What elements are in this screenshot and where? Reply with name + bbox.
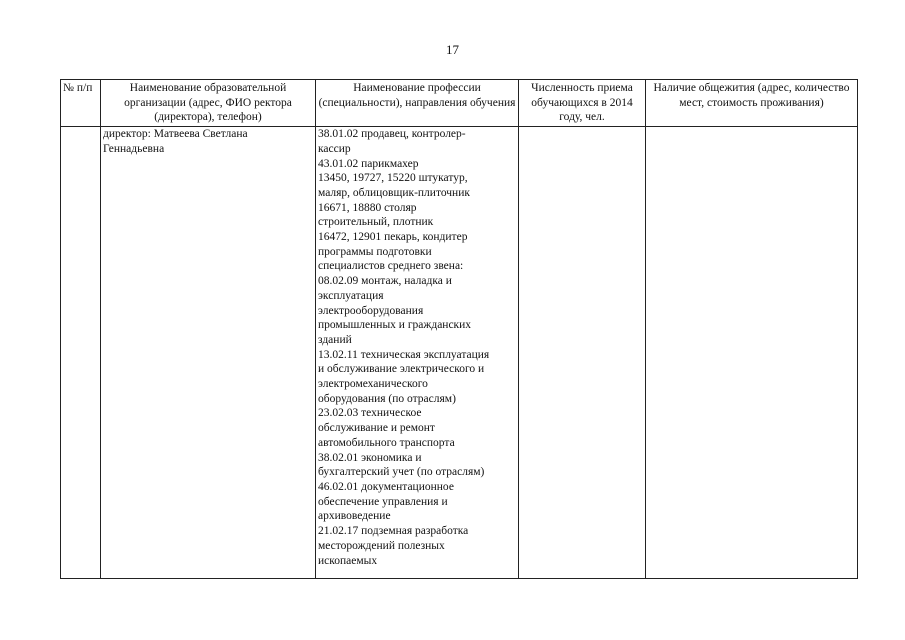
table-header-row [61,80,858,127]
profession-line: специалистов среднего звена: [318,260,464,273]
header-profession: Наименование профессии (специальности), направления обучения [316,80,519,127]
profession-line: и обслуживание электрического и [318,363,485,376]
profession-line: 08.02.09 монтаж, наладка и [318,275,452,288]
profession-line: промышленных и гражданских [318,319,472,332]
profession-line: электромеханического [318,378,428,391]
profession-line: строительный, плотник [318,216,434,229]
table-row [61,127,858,579]
profession-line: обеспечение управления и [318,495,448,508]
enrollment-table [60,79,858,579]
cell-enrollment [519,127,646,579]
profession-line: 21.02.17 подземная разработка [318,525,469,538]
cell-number [61,127,101,579]
profession-line: 46.02.01 документационное [318,480,454,493]
header-enrollment: Численность приема обучающихся в 2014 году, чел. [519,80,646,127]
profession-line: 38.01.02 продавец, контролер- [318,128,466,141]
cell-organization [101,127,316,579]
header-organization: Наименование образовательной организации (адрес, ФИО ректора (директора), телефон) [101,80,316,127]
profession-line: 13450, 19727, 15220 штукатур, [318,172,468,185]
profession-line: программы подготовки [318,245,432,258]
profession-line: бухгалтерский учет (по отраслям) [318,466,485,479]
profession-line: 43.01.02 парикмахер [318,157,419,170]
profession-line: ископаемых [318,554,378,567]
organization-line: директор: Матвеева Светлана [103,128,248,141]
profession-line: 23.02.03 техническое [318,407,422,420]
cell-dormitory [646,127,858,579]
profession-line: 16671, 18880 столяр [318,201,417,214]
page-number: 17 [446,42,459,57]
profession-line: месторождений полезных [318,539,445,552]
profession-line: маляр, облицовщик-плиточник [318,186,470,199]
profession-line: 16472, 12901 пекарь, кондитер [318,231,468,244]
profession-line: автомобильного транспорта [318,436,455,449]
header-number: № п/п [61,80,101,127]
cell-professions [316,127,519,579]
profession-line: оборудования (по отраслям) [318,392,456,405]
profession-line: зданий [318,333,352,346]
profession-line: электрооборудования [318,304,424,317]
profession-line: эксплуатация [318,289,384,302]
profession-line: кассир [318,142,351,155]
profession-line: обслуживание и ремонт [318,422,435,435]
profession-line: 38.02.01 экономика и [318,451,422,464]
profession-line: архивоведение [318,510,391,523]
profession-line: 13.02.11 техническая эксплуатация [318,348,490,361]
header-dormitory: Наличие общежития (адрес, количество мест, стоимость проживания) [646,80,858,127]
organization-line: Геннадьевна [103,142,165,155]
